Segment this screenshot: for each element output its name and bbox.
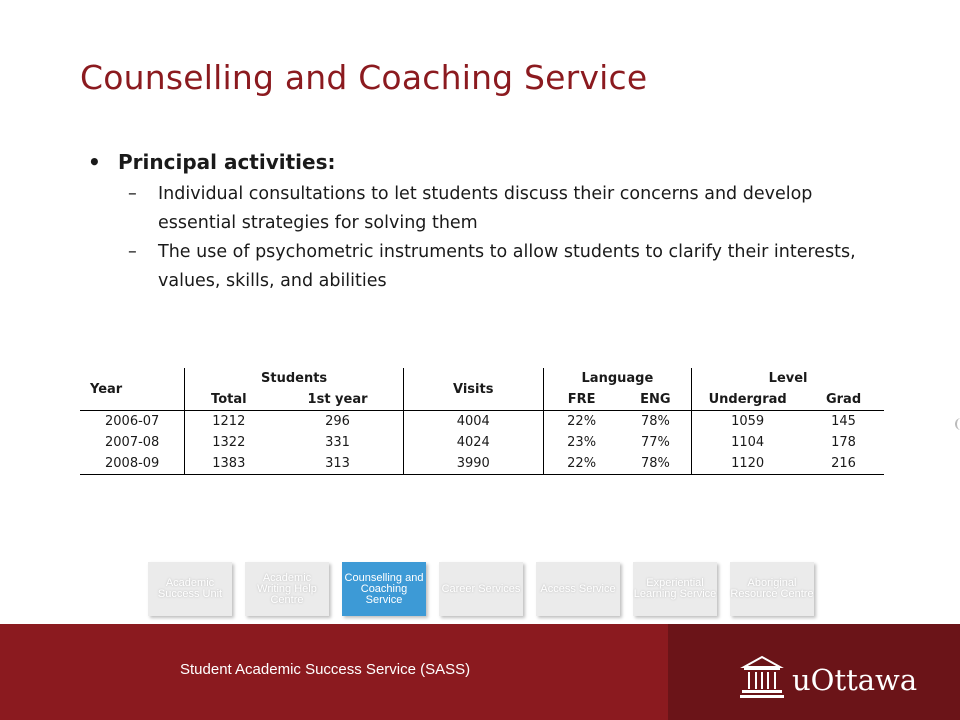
edge-mark xyxy=(955,418,960,430)
table-header-row xyxy=(80,368,884,389)
principal-activities-bullet xyxy=(88,150,888,174)
cell-fre: 23% xyxy=(543,432,619,453)
header-language: Language xyxy=(543,368,692,389)
header-eng: ENG xyxy=(620,389,692,411)
cell-first-year: 313 xyxy=(272,453,403,475)
dash-icon: – xyxy=(128,242,137,262)
cell-fre: 22% xyxy=(543,411,619,433)
cell-undergrad: 1104 xyxy=(692,432,803,453)
header-level: Level xyxy=(692,368,884,389)
table-row xyxy=(80,411,884,433)
cell-year: 2007-08 xyxy=(105,435,160,450)
cell-total: 1212 xyxy=(185,411,272,433)
table-row xyxy=(80,453,884,475)
table-row xyxy=(80,432,884,453)
tab-counselling-coaching-service[interactable]: Counselling and Coaching Service xyxy=(342,562,426,616)
statistics-table xyxy=(80,368,884,475)
sub-item xyxy=(128,238,888,296)
tab-access-service[interactable]: Access Service xyxy=(536,562,620,616)
cell-grad: 145 xyxy=(831,414,856,429)
sub-item-text: Individual consultations to let students discuss their concerns and develop essential strategies for solving them xyxy=(158,184,813,233)
slide-title: Counselling and Coaching Service xyxy=(80,58,648,97)
cell-fre: 22% xyxy=(543,453,619,475)
bullet-dot-icon: • xyxy=(88,150,101,174)
sub-item xyxy=(128,180,888,238)
cell-eng: 78% xyxy=(620,453,692,475)
cell-total: 1322 xyxy=(185,432,272,453)
header-year: Year xyxy=(80,368,185,411)
cell-grad: 216 xyxy=(803,453,884,475)
tab-experiential-learning-service[interactable]: Experiential Learning Service xyxy=(633,562,717,616)
cell-first-year: 296 xyxy=(325,414,350,429)
header-students: Students xyxy=(185,368,403,389)
bullet-heading: Principal activities: xyxy=(118,150,336,174)
footer-text: Student Academic Success Service (SASS) xyxy=(180,661,471,678)
tab-academic-writing-help-centre[interactable]: Academic Writing Help Centre xyxy=(245,562,329,616)
cell-first-year: 331 xyxy=(325,435,350,450)
header-total: Total xyxy=(185,389,272,411)
cell-eng: 77% xyxy=(640,435,670,450)
header-grad: Grad xyxy=(803,389,884,411)
header-first-year: 1st year xyxy=(272,389,403,411)
cell-visits: 4004 xyxy=(403,411,543,433)
sub-item-text: The use of psychometric instruments to allow students to clarify their interests, values, skills, and abilities xyxy=(158,242,856,291)
cell-total: 1383 xyxy=(185,453,272,475)
cell-year: 2006-07 xyxy=(105,414,160,429)
tab-career-services[interactable]: Career Services xyxy=(439,562,523,616)
uottawa-building-icon xyxy=(740,655,784,699)
tab-academic-success-unit[interactable]: Academic Success Unit xyxy=(148,562,232,616)
dash-icon: – xyxy=(128,184,137,204)
cell-year: 2008-09 xyxy=(80,453,185,475)
cell-eng: 78% xyxy=(640,414,670,429)
header-visits: Visits xyxy=(403,368,543,411)
cell-visits: 4024 xyxy=(403,432,543,453)
cell-undergrad: 1059 xyxy=(692,411,803,433)
slide-content xyxy=(88,150,888,296)
cell-visits: 3990 xyxy=(403,453,543,475)
uottawa-logo-text: uOttawa xyxy=(792,663,918,697)
header-fre: FRE xyxy=(543,389,619,411)
cell-grad: 178 xyxy=(831,435,856,450)
cell-undergrad: 1120 xyxy=(692,453,803,475)
tab-aboriginal-resource-centre[interactable]: Aboriginal Resource Centre xyxy=(730,562,814,616)
header-undergrad: Undergrad xyxy=(692,389,803,411)
